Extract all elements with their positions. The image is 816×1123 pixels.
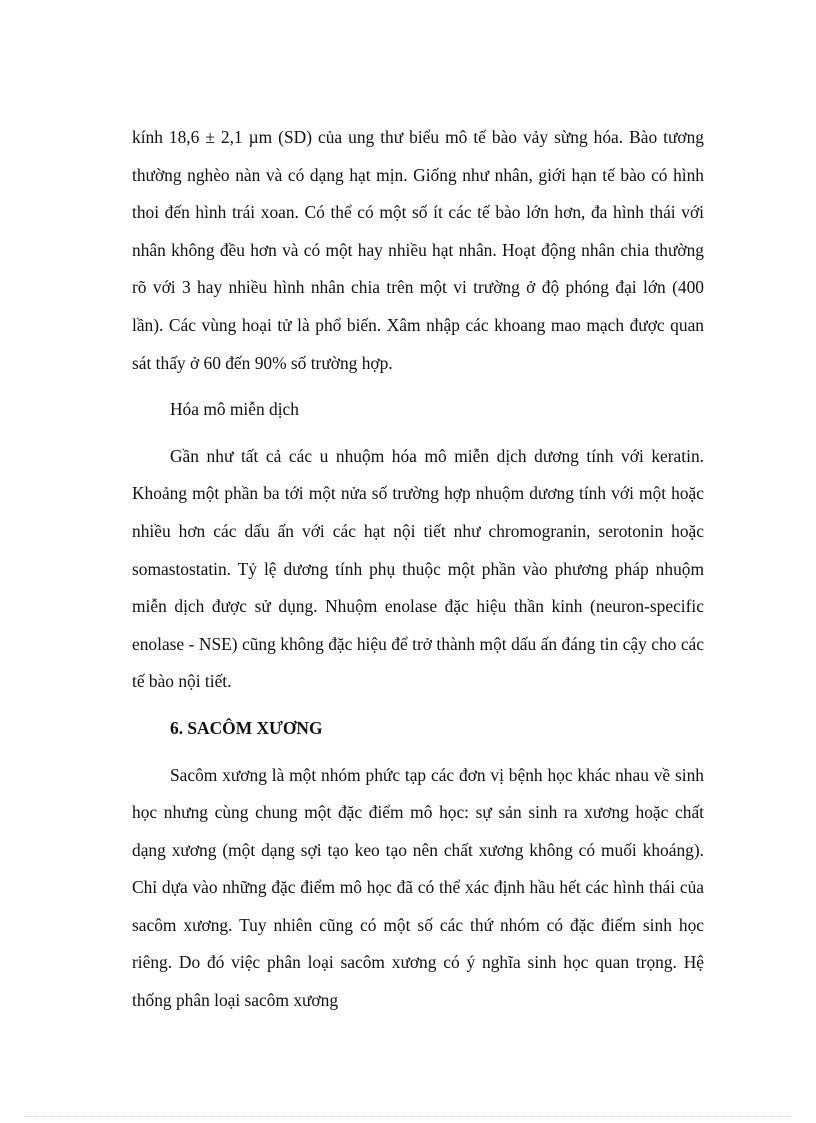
section-heading-osteosarcoma: 6. SACÔM XƯƠNG bbox=[170, 717, 323, 738]
paragraph-continuation: kính 18,6 ± 2,1 µm (SD) của ung thư biểu mô tế bào vảy sừng hóa. Bào tương thường nghèo nàn và có dạng hạt mịn. Giống như nhân, giới hạn tế bào có hình thoi đến hình trái xoan. Có thể có một số ít các tế bào lớn hơn, đa hình thái với nhân không đều hơn và có một hay nhiều hạt nhân. Hoạt động nhân chia thường rõ với 3 hay nhiều hình nhân chia trên một vi trường ở độ phóng đại lớn (400 lần). Các vùng hoại tử là phổ biến. Xâm nhập các khoang mao mạch được quan sát thấy ở 60 đến 90% số trường hợp. bbox=[132, 127, 704, 373]
paragraph-osteosarcoma: Sacôm xương là một nhóm phức tạp các đơn vị bệnh học khác nhau về sinh học nhưng cùng chung một đặc điểm mô học: sự sản sinh ra xương hoặc chất dạng xương (một dạng sợi tạo keo tạo nên chất xương không có muối khoáng). Chỉ dựa vào những đặc điểm mô học đã có thể xác định hầu hết các hình thái của sacôm xương. Tuy nhiên cũng có một số các thứ nhóm có đặc điểm sinh học riêng. Do đó việc phân loại sacôm xương có ý nghĩa sinh học quan trọng. Hệ thống phân loại sacôm xương bbox=[132, 764, 704, 1011]
subheading-immunohistochemistry: Hóa mô miễn dịch bbox=[170, 399, 299, 420]
page-bottom-divider bbox=[24, 1116, 792, 1117]
paragraph-immunohistochemistry: Gần như tất cả các u nhuộm hóa mô miễn dịch dương tính với keratin. Khoảng một phần ba tới một nửa số trường hợp nhuộm dương tính với một hoặc nhiều hơn các dấu ấn với các hạt nội tiết như chromogranin, serotonin hoặc somastostatin. Tỷ lệ dương tính phụ thuộc một phần vào phương pháp nhuộm miễn dịch được sử dụng. Nhuộm enolase đặc hiệu thần kinh (neuron-specific enolase - NSE) cũng không đặc hiệu để trở thành một dấu ấn đáng tin cậy cho các tế bào nội tiết. bbox=[132, 445, 704, 692]
document-body bbox=[132, 119, 704, 1020]
